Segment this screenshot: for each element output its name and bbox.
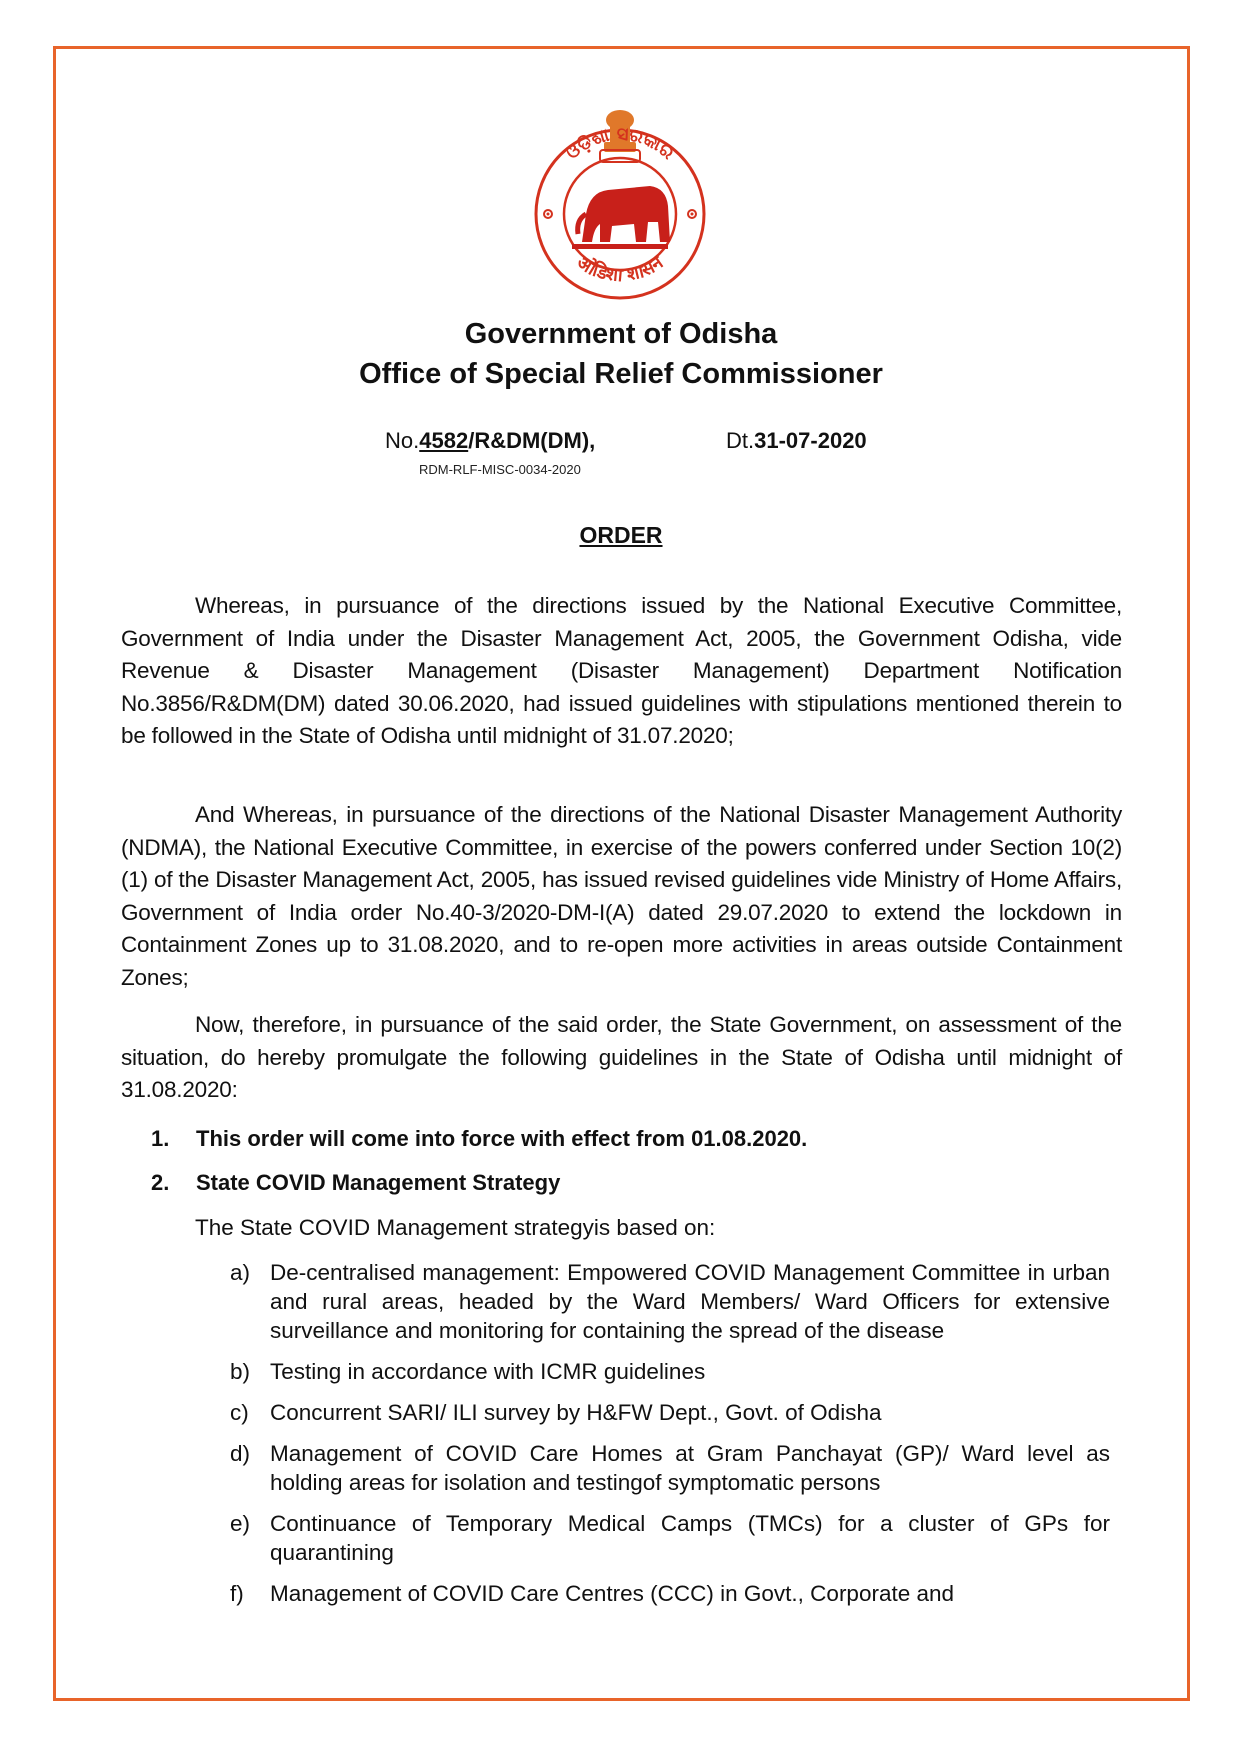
paragraph-and-whereas: And Whereas, in pursuance of the directions of the National Disaster Management Authority (NDMA), the National Executive Committee, in exercise of the powers conferred under Section 10(2)(1) of the Disaster Management Act, 2005, has issued revised guidelines vide Ministry of Home Affairs, Government of India order No.40-3/2020-DM-I(A) dated 29.07.2020 to extend the lockdown in Containment Zones up to 31.08.2020, and to re-open more activities in areas outside Containment Zones;	[121, 802, 1122, 990]
strategy-list	[230, 1258, 1110, 1620]
strategy-item-a	[230, 1258, 1110, 1345]
numbered-item-index: 1.	[151, 1126, 170, 1151]
strategy-item-letter: a)	[230, 1260, 251, 1285]
reference-date-prefix: Dt.	[726, 428, 755, 453]
government-title: Government of Odisha	[464, 318, 778, 350]
office-title: Office of Special Relief Commissioner	[359, 358, 883, 390]
reference-no-number: 4582	[419, 428, 469, 453]
paragraph-now-therefore: Now, therefore, in pursuance of the said order, the State Government, on assessment of the situation, do hereby promulgate the following guidelines in the State of Odisha until midnight of 31.08.2020:	[121, 1012, 1122, 1103]
strategy-item-b	[230, 1357, 1110, 1386]
reference-no	[385, 428, 595, 453]
file-code: RDM-RLF-MISC-0034-2020	[419, 462, 581, 477]
strategy-item-letter: b)	[230, 1359, 251, 1384]
reference-no-prefix: No.	[385, 428, 420, 453]
strategy-item-text: Concurrent SARI/ ILI survey by H&FW Dept., Govt. of Odisha	[270, 1400, 882, 1425]
strategy-item-d	[230, 1439, 1110, 1497]
order-heading: ORDER	[579, 522, 663, 548]
strategy-item-letter: f)	[230, 1581, 244, 1606]
strategy-item-f	[230, 1579, 1110, 1608]
svg-text:ओडिशा शासन: ओडिशा शासन	[573, 252, 668, 287]
numbered-item-text: This order will come into force with effect from 01.08.2020.	[196, 1126, 808, 1151]
odisha-state-emblem-icon	[524, 110, 716, 302]
strategy-item-c	[230, 1398, 1110, 1427]
reference-number	[385, 428, 595, 454]
reference-no-suffix: /R&DM(DM),	[468, 428, 596, 453]
strategy-item-text: Management of COVID Care Centres (CCC) in Govt., Corporate and	[270, 1581, 955, 1606]
paragraph-whereas: Whereas, in pursuance of the directions issued by the National Executive Committee, Government of India under the Disaster Management Act, 2005, the Government Odisha, vide Revenue & Disaster Management (Disaster Management) Department Notification No.3856/R&DM(DM) dated 30.06.2020, had issued guidelines with stipulations mentioned therein to be followed in the State of Odisha until midnight of 31.07.2020;	[121, 593, 1122, 749]
strategy-item-letter: c)	[230, 1400, 249, 1425]
strategy-item-e	[230, 1509, 1110, 1567]
numbered-item-index: 2.	[151, 1170, 170, 1195]
strategy-item-letter: e)	[230, 1511, 251, 1536]
reference-date	[726, 428, 867, 454]
strategy-item-text: Continuance of Temporary Medical Camps (TMCs) for a cluster of GPs for quarantining	[270, 1511, 1110, 1565]
numbered-item-text: State COVID Management Strategy	[196, 1170, 561, 1195]
numbered-item-2	[151, 1170, 560, 1196]
strategy-item-letter: d)	[230, 1441, 251, 1466]
strategy-item-text: Testing in accordance with ICMR guidelines	[270, 1359, 706, 1384]
reference-date-value: 31-07-2020	[754, 428, 867, 453]
strategy-item-text: De-centralised management: Empowered COVID Management Committee in urban and rural areas, headed by the Ward Members/ Ward Officers for extensive surveillance and monitoring for containing the spread of the disease	[270, 1260, 1110, 1343]
numbered-item-1	[151, 1126, 807, 1152]
strategy-item-text: Management of COVID Care Homes at Gram Panchayat (GP)/ Ward level as holding areas for isolation and testingof symptomatic persons	[270, 1441, 1110, 1495]
svg-text:ଓଡ଼ିଶା ସରକାର: ଓଡ଼ିଶା ସରକାର	[561, 123, 679, 164]
strategy-intro: The State COVID Management strategyis based on:	[195, 1215, 716, 1240]
